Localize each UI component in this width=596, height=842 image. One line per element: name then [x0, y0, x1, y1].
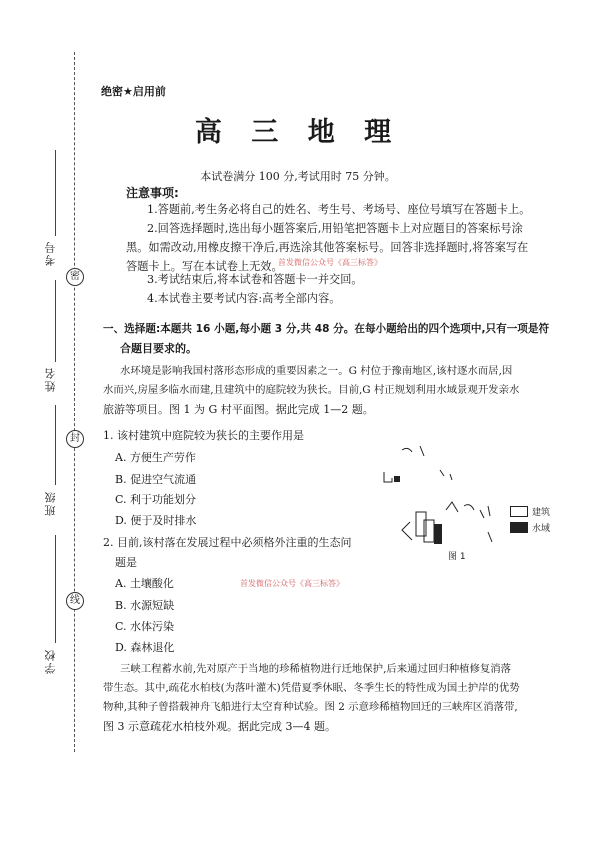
passage1-line-2: 水而兴,房屋多临水而建,且建筑中的庭院较为狭长。目前,G 村正规划利用水域景观开发亲水 — [103, 384, 520, 396]
school-label: 学校 — [44, 648, 57, 674]
watermark-1: 首发微信公众号《高三标答》 — [278, 258, 382, 267]
map-building-outline — [384, 472, 392, 482]
exam-subtitle: 本试卷满分 100 分,考试用时 75 分钟。 — [200, 170, 396, 183]
passage2-line-1: 三峡工程蓄水前,先对原产于当地的珍稀植物进行迁地保护,后来通过回归种植修复消落 — [120, 663, 512, 675]
notice-line-6: 4.本试卷主要考试内容:高考全部内容。 — [147, 292, 341, 305]
exam-title: 高 三 地 理 — [194, 117, 402, 148]
seal-mark-feng: 封 — [66, 430, 84, 448]
notice-heading: 注意事项: — [126, 186, 179, 200]
watermark-2: 首发微信公众号《高三标答》 — [240, 579, 344, 588]
q1-stem: 1. 该村建筑中庭院较为狭长的主要作用是 — [103, 429, 304, 442]
q1-option-b: B. 促进空气流通 — [115, 473, 197, 486]
exam-number-label: 考号 — [44, 240, 57, 266]
q1-option-c: C. 利于功能划分 — [115, 493, 197, 506]
confidential-label: 绝密★启用前 — [101, 85, 166, 98]
section-heading-line-1: 一、选择题:本题共 16 小题,每小题 3 分,共 48 分。在每小题给出的四个选项中,只有一项是符 — [103, 323, 550, 335]
binding-dashed-line — [74, 52, 75, 752]
legend-water-swatch — [510, 522, 528, 533]
seal-mark-mi: 密 — [66, 268, 84, 286]
notice-line-3: 黑。如需改动,用橡皮擦干净后,再选涂其他答案标号。回答非选择题时,将答案写在 — [126, 241, 529, 254]
name-fill-line — [55, 280, 56, 362]
map-water-2 — [394, 476, 400, 482]
exam-number-fill-line — [55, 150, 56, 236]
passage2-line-2: 带生态。其中,疏花水柏枝(为落叶灌木)凭借夏季休眠、冬季生长的特性成为国土护岸的优势 — [103, 682, 520, 694]
passage2-line-4: 图 3 示意疏花水柏枝外观。据此完成 3—4 题。 — [103, 720, 336, 733]
map-water-1 — [434, 524, 442, 544]
notice-line-2: 2.回答选择题时,选出每小题答案后,用铅笔把答题卡上对应题目的答案标号涂 — [147, 222, 523, 235]
legend-building-label: 建筑 — [532, 508, 551, 518]
notice-line-5: 3.考试结束后,将本试卷和答题卡一并交回。 — [147, 273, 363, 286]
name-label: 姓名 — [44, 366, 57, 392]
section-heading-line-2: 合题目要求的。 — [120, 342, 197, 355]
q2-stem-line-2: 题是 — [115, 556, 137, 569]
legend-building-swatch — [510, 506, 528, 517]
notice-line-4: 答题卡上。写在本试卷上无效。 — [126, 260, 283, 273]
class-label: 班级 — [44, 490, 57, 516]
passage1-line-1: 水环境是影响我国村落形态形成的重要因素之一。G 村位于豫南地区,该村逐水而居,因 — [120, 365, 513, 377]
seal-mark-xian: 线 — [66, 592, 84, 610]
class-fill-line — [55, 405, 56, 485]
q2-option-b: B. 水源短缺 — [115, 599, 175, 612]
legend-water-label: 水域 — [532, 524, 551, 534]
q2-option-a: A. 土壤酸化 — [115, 577, 174, 590]
q1-option-d: D. 便于及时排水 — [115, 514, 197, 527]
q2-option-d: D. 森林退化 — [115, 641, 175, 654]
passage1-line-3: 旅游等项目。图 1 为 G 村平面图。据此完成 1—2 题。 — [103, 403, 374, 416]
q2-option-c: C. 水体污染 — [115, 620, 175, 633]
map-sketch-stroke — [402, 446, 424, 456]
figure1-caption: 图 1 — [448, 552, 466, 562]
q2-stem-line-1: 2. 目前,该村落在发展过程中必须格外注重的生态问 — [103, 536, 352, 549]
notice-line-1: 1.答题前,考生务必将自己的姓名、考生号、考场号、座位号填写在答题卡上。 — [147, 203, 531, 216]
passage2-line-3: 物种,其种子曾搭载神舟飞船进行太空育种试验。图 2 示意珍稀植物回迁的三峡库区消落带, — [103, 701, 518, 713]
school-fill-line — [55, 535, 56, 643]
q1-option-a: A. 方便生产劳作 — [115, 451, 196, 464]
